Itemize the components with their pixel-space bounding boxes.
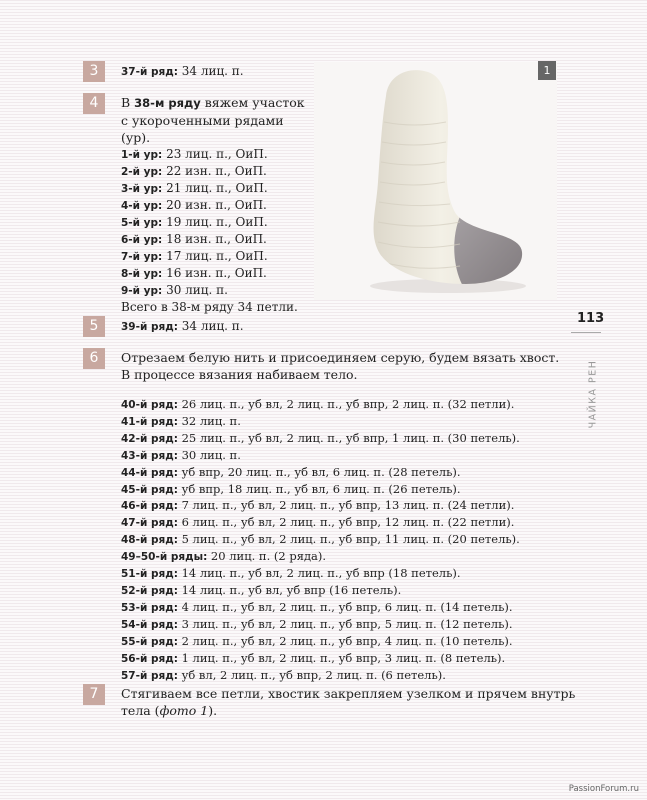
page-number-rule	[571, 332, 601, 333]
step-5-text	[121, 318, 244, 335]
photo-number-badge: 1	[538, 61, 556, 80]
row-instruction: 44-й ряд: уб впр, 20 лиц. п., уб вл, 6 лиц. п. (28 петель).	[121, 464, 461, 479]
row-instruction: 49–50-й ряды: 20 лиц. п. (2 ряда).	[121, 549, 327, 564]
short-row-line: 3-й ур: 21 лиц. п., ОиП.	[121, 181, 268, 195]
row-instruction: 46-й ряд: 7 лиц. п., уб вл, 2 лиц. п., уб впр, 13 лиц. п. (24 петли).	[121, 498, 515, 513]
step-3-badge: 3	[83, 61, 105, 82]
step-6-row-list	[121, 397, 520, 684]
short-row-line: 9-й ур: 30 лиц. п.	[121, 283, 228, 297]
row-instruction: 51-й ряд: 14 лиц. п., уб вл, 2 лиц. п., уб впр (18 петель).	[121, 566, 461, 581]
step-7-text	[121, 685, 575, 719]
row-instruction: 42-й ряд: 25 лиц. п., уб вл, 2 лиц. п., уб впр, 1 лиц. п. (30 петель).	[121, 430, 520, 445]
row-instruction: 57-й ряд: уб вл, 2 лиц. п., уб впр, 2 лиц. п. (6 петель).	[121, 667, 446, 682]
watermark: PassionForum.ru	[568, 784, 639, 794]
short-row-line: 4-й ур: 20 изн. п., ОиП.	[121, 198, 267, 212]
short-row-line: 5-й ур: 19 лиц. п., ОиП.	[121, 215, 268, 229]
knitted-toy-illustration	[314, 62, 557, 300]
row-instruction: 40-й ряд: 26 лиц. п., уб вл, 2 лиц. п., уб впр, 2 лиц. п. (32 петли).	[121, 397, 515, 411]
short-row-line: 6-й ур: 18 изн. п., ОиП.	[121, 232, 267, 246]
row-instruction: 48-й ряд: 5 лиц. п., уб вл, 2 лиц. п., уб впр, 11 лиц. п. (20 петель).	[121, 532, 520, 547]
step-3-text	[121, 63, 244, 80]
step-7-badge: 7	[83, 684, 105, 705]
row-instruction: 41-й ряд: 32 лиц. п.	[121, 413, 241, 428]
short-row-line: 2-й ур: 22 изн. п., ОиП.	[121, 164, 267, 178]
step-4-intro-line: В 38-м ряду вяжем участок	[121, 95, 305, 110]
step-5-badge: 5	[83, 316, 105, 337]
row-instruction: 55-й ряд: 2 лиц. п., уб вл, 2 лиц. п., уб впр, 4 лиц. п. (10 петель).	[121, 633, 513, 648]
row-instruction: 47-й ряд: 6 лиц. п., уб вл, 2 лиц. п., уб впр, 12 лиц. п. (22 петли).	[121, 515, 515, 530]
step-4-total-line: Всего в 38-м ряду 34 петли.	[121, 300, 298, 314]
row-instruction: 53-й ряд: 4 лиц. п., уб вл, 2 лиц. п., уб впр, 6 лиц. п. (14 петель).	[121, 599, 513, 614]
step-6-intro	[121, 349, 559, 383]
row-instruction: 52-й ряд: 14 лиц. п., уб вл, уб впр (16 петель).	[121, 582, 402, 597]
row-instruction: 54-й ряд: 3 лиц. п., уб вл, 2 лиц. п., уб впр, 5 лиц. п. (12 петель).	[121, 616, 513, 631]
step-5-line: 39-й ряд: 34 лиц. п.	[121, 319, 244, 333]
short-row-line: 1-й ур: 23 лиц. п., ОиП.	[121, 147, 268, 161]
row-instruction: 45-й ряд: уб впр, 18 лиц. п., уб вл, 6 лиц. п. (26 петель).	[121, 481, 461, 496]
running-head: ЧАЙКА РЕН	[587, 359, 599, 429]
step-3-line: 37-й ряд: 34 лиц. п.	[121, 64, 244, 78]
step-6-badge: 6	[83, 348, 105, 369]
row-instruction: 43-й ряд: 30 лиц. п.	[121, 447, 241, 462]
step-6-intro-line: Отрезаем белую нить и присоединяем серую, будем вязать хвост.	[121, 350, 560, 365]
row-instruction: 56-й ряд: 1 лиц. п., уб вл, 2 лиц. п., уб впр, 3 лиц. п. (8 петель).	[121, 650, 506, 665]
step-4-text	[121, 94, 305, 315]
knitted-toy-photo	[314, 62, 557, 300]
toy-gray-tail	[454, 208, 528, 288]
step-4-intro-line: с укороченными рядами	[121, 113, 284, 128]
short-row-line: 7-й ур: 17 лиц. п., ОиП.	[121, 249, 268, 263]
step-4-badge: 4	[83, 93, 105, 114]
short-row-line: 8-й ур: 16 изн. п., ОиП.	[121, 266, 267, 280]
page-number: 113	[577, 311, 605, 326]
step-4-intro-line: (ур).	[121, 130, 151, 145]
step-7-line: тела (фото 1).	[121, 703, 218, 718]
step-7-line: Стягиваем все петли, хвостик закрепляем узелком и прячем внутрь	[121, 686, 576, 701]
step-6-intro-line: В процессе вязания набиваем тело.	[121, 367, 358, 382]
